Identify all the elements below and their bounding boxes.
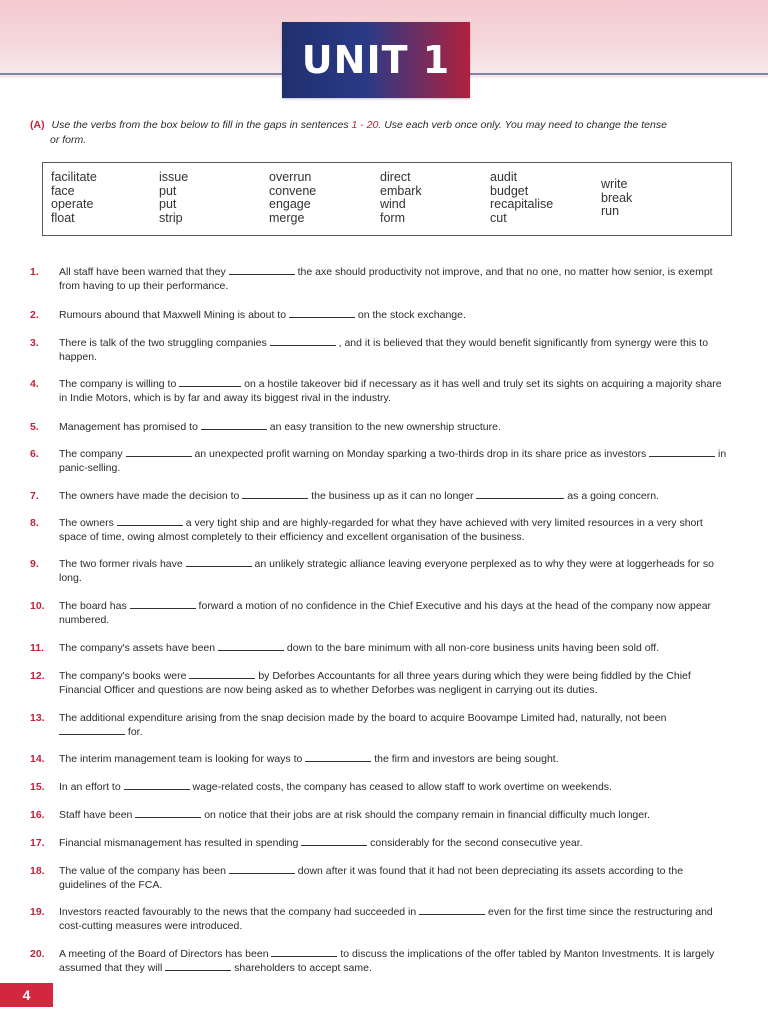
question-text-part: wage-related costs, the company has ceased to allow staff to work overtime on weekends.	[189, 781, 612, 793]
question-number: 16.	[30, 809, 45, 821]
question-item	[30, 377, 730, 405]
question-text-part: on notice that their jobs are at risk should the company remain in financial difficulty much longer.	[201, 809, 650, 821]
question-text-part: down to the bare minimum with all non-core business units having been sold off.	[284, 642, 660, 654]
question-text	[59, 557, 730, 585]
question-text-part: on the stock exchange.	[354, 309, 466, 321]
question-text-part: shareholders to accept same.	[231, 962, 372, 974]
answer-blank[interactable]	[305, 753, 371, 762]
question-number: 15.	[30, 781, 45, 793]
question-text	[59, 308, 730, 322]
page-number: 4	[0, 983, 53, 1007]
verb: break	[601, 190, 633, 205]
instruction-text-before: Use the verbs from the box below to fill in the gaps in sentences	[51, 119, 349, 131]
verb: write	[601, 177, 628, 191]
question-text-part: The owners	[59, 517, 117, 529]
question-text-part: to discuss the implications of the offer tabled by Manton Investments. It is largely assumed that they will	[59, 948, 715, 974]
question-text-part: The additional expenditure arising from the snap decision made by the board to acquire Boovampe Limited had, naturally, not been	[59, 712, 667, 724]
question-text-part: There is talk of the two struggling companies	[59, 337, 270, 349]
question-number: 6.	[30, 448, 39, 460]
question-text	[59, 752, 730, 766]
answer-blank[interactable]	[117, 517, 183, 526]
question-text-part: In an effort to	[59, 781, 124, 793]
answer-blank[interactable]	[189, 670, 255, 679]
question-number: 18.	[30, 865, 45, 877]
question-item	[30, 265, 730, 293]
question-number: 3.	[30, 337, 39, 349]
verb: issue	[159, 170, 189, 184]
instruction-text-after: Use each verb once only. You may need to change the tense	[384, 119, 667, 131]
answer-blank[interactable]	[201, 421, 267, 430]
question-text-part: The board has	[59, 600, 130, 612]
answer-blank[interactable]	[476, 490, 564, 499]
question-text	[59, 669, 730, 697]
question-text-part: The company's books were	[59, 670, 190, 682]
question-number: 4.	[30, 378, 39, 390]
question-item	[30, 557, 730, 585]
question-text-part: by Deforbes Accountants for all three years during which they were being fiddled by the Chief Financial Officer and questions are now being asked as to whether Deforbes was negligent in carrying out its duties.	[59, 670, 691, 696]
question-text-part: the axe should productivity not improve, and that no one, no matter how senior, is exempt from having to up their performance.	[59, 266, 713, 292]
question-item	[30, 780, 730, 794]
question-item	[30, 308, 730, 322]
verb-column-3	[269, 171, 316, 225]
verb: recapitalise	[490, 197, 554, 211]
question-text-part: an unexpected profit warning on Monday sparking a two-thirds drop in its share price as investors	[191, 448, 650, 460]
question-text	[59, 864, 730, 892]
answer-blank[interactable]	[301, 837, 367, 846]
question-text	[59, 905, 730, 933]
question-item	[30, 336, 730, 364]
answer-blank[interactable]	[130, 600, 196, 609]
answer-blank[interactable]	[271, 948, 337, 957]
instruction-label: (A)	[30, 119, 45, 131]
question-item	[30, 864, 730, 892]
verb-column-6	[601, 178, 632, 219]
question-text-part: The owners have made the decision to	[59, 490, 243, 502]
question-number: 20.	[30, 948, 45, 960]
instruction-range: 1 - 20.	[351, 119, 382, 131]
question-text	[59, 336, 730, 364]
question-number: 11.	[30, 642, 45, 654]
question-number: 19.	[30, 906, 45, 918]
question-text-part: , and it is believed that they would benefit significantly from synergy were this to happen.	[59, 337, 709, 363]
question-item	[30, 808, 730, 822]
question-text-part: The interim management team is looking for ways to	[59, 753, 306, 765]
verb-column-2	[159, 171, 188, 225]
question-text-part: an easy transition to the new ownership structure.	[266, 421, 501, 433]
question-text-part: Rumours abound that Maxwell Mining is about to	[59, 309, 289, 321]
question-text-part: The company	[59, 448, 126, 460]
instruction-text-line2: or form.	[50, 134, 87, 146]
answer-blank[interactable]	[186, 558, 252, 567]
question-item	[30, 905, 730, 933]
verb-column-5	[490, 171, 553, 225]
question-text-part: the business up as it can no longer	[308, 490, 477, 502]
question-number: 12.	[30, 670, 45, 682]
verb-box	[42, 162, 732, 236]
question-item	[30, 489, 730, 503]
question-number: 7.	[30, 490, 39, 502]
question-text-part: The two former rivals have	[59, 558, 186, 570]
question-text-part: Staff have been	[59, 809, 136, 821]
answer-blank[interactable]	[59, 726, 125, 735]
answer-blank[interactable]	[270, 337, 336, 346]
question-text-part: Financial mismanagement has resulted in spending	[59, 837, 302, 849]
question-text-part: The value of the company has been	[59, 865, 229, 877]
answer-blank[interactable]	[135, 809, 201, 818]
answer-blank[interactable]	[229, 865, 295, 874]
question-text	[59, 711, 730, 739]
verb: strip	[159, 210, 183, 225]
answer-blank[interactable]	[124, 781, 190, 790]
verb: put	[159, 197, 177, 211]
verb: budget	[490, 183, 529, 198]
verb: overrun	[269, 170, 312, 184]
verb-column-1	[51, 171, 97, 225]
verb: face	[51, 183, 75, 198]
question-number: 14.	[30, 753, 45, 765]
unit-title: UNIT 1	[301, 38, 451, 82]
answer-blank[interactable]	[179, 378, 241, 387]
answer-blank[interactable]	[419, 906, 485, 915]
verb: operate	[51, 197, 94, 211]
question-text	[59, 489, 730, 503]
question-text-part: the firm and investors are being sought.	[371, 753, 559, 765]
question-text	[59, 780, 730, 794]
question-item	[30, 669, 730, 697]
question-item	[30, 641, 730, 655]
question-text-part: for.	[125, 726, 143, 738]
question-text-part: in panic-selling.	[59, 448, 727, 474]
question-number: 2.	[30, 309, 39, 321]
question-text-part: a very tight ship and are highly-regarded for what they have achieved with very limited resources in a very short space of time, owing almost completely to their efficiency and excellent organisation of the business.	[59, 517, 703, 543]
question-item	[30, 752, 730, 766]
instruction	[30, 118, 730, 148]
question-number: 8.	[30, 517, 39, 529]
verb: direct	[380, 170, 411, 184]
verb: audit	[490, 170, 518, 184]
question-item	[30, 836, 730, 850]
verb: embark	[380, 183, 422, 198]
verb: facilitate	[51, 170, 97, 184]
question-item	[30, 711, 730, 739]
question-text	[59, 516, 730, 544]
verb: put	[159, 183, 177, 198]
question-text-part: an unlikely strategic alliance leaving everyone perplexed as to why they were at loggerheads for so long.	[59, 558, 714, 584]
question-item	[30, 420, 730, 434]
answer-blank[interactable]	[289, 309, 355, 318]
question-number: 5.	[30, 421, 39, 433]
question-number: 9.	[30, 558, 39, 570]
question-text	[59, 599, 730, 627]
question-number: 1.	[30, 266, 39, 278]
question-text-part: forward a motion of no confidence in the Chief Executive and his days at the head of the company now appear numbered.	[59, 600, 712, 626]
verb-column-4	[380, 171, 422, 225]
question-text-part: The company's assets have been	[59, 642, 219, 654]
question-number: 10.	[30, 600, 45, 612]
verb: convene	[269, 183, 317, 198]
answer-blank[interactable]	[218, 642, 284, 651]
question-number: 17.	[30, 837, 45, 849]
verb: run	[601, 204, 620, 218]
answer-blank[interactable]	[165, 962, 231, 971]
question-item	[30, 599, 730, 627]
answer-blank[interactable]	[649, 448, 715, 457]
verb: engage	[269, 197, 311, 211]
question-text	[59, 377, 730, 405]
question-item	[30, 516, 730, 544]
unit-title-box	[282, 22, 470, 98]
question-text-part: down after it was found that it had not been depreciating its assets according to the guidelines of the FCA.	[59, 865, 684, 891]
question-text-part: A meeting of the Board of Directors has been	[59, 948, 272, 960]
question-text	[59, 265, 730, 293]
question-text	[59, 808, 730, 822]
question-item	[30, 447, 730, 475]
answer-blank[interactable]	[242, 490, 308, 499]
verb: form	[380, 210, 405, 225]
verb: wind	[380, 197, 406, 211]
question-text	[59, 947, 730, 975]
question-text-part: considerably for the second consecutive year.	[367, 837, 583, 849]
verb: cut	[490, 210, 507, 225]
question-text-part: even for the first time since the restructuring and cost-cutting measures were introduced.	[59, 906, 713, 932]
answer-blank[interactable]	[229, 266, 295, 275]
question-text-part: on a hostile takeover bid if necessary as it has well and truly set its sights on acquiring a majority share in Indie Motors, which is by far and away its biggest rival in the industry.	[59, 378, 722, 404]
question-text-part: All staff have been warned that they	[59, 266, 229, 278]
question-text	[59, 836, 730, 850]
answer-blank[interactable]	[126, 448, 192, 457]
question-text	[59, 641, 730, 655]
verb: float	[51, 210, 75, 225]
question-text	[59, 447, 730, 475]
question-item	[30, 947, 730, 975]
question-text-part: The company is willing to	[59, 378, 180, 390]
question-text	[59, 420, 730, 434]
question-text-part: Management has promised to	[59, 421, 201, 433]
question-text-part: Investors reacted favourably to the news that the company had succeeded in	[59, 906, 420, 918]
question-number: 13.	[30, 712, 45, 724]
verb: merge	[269, 210, 305, 225]
question-text-part: as a going concern.	[564, 490, 659, 502]
